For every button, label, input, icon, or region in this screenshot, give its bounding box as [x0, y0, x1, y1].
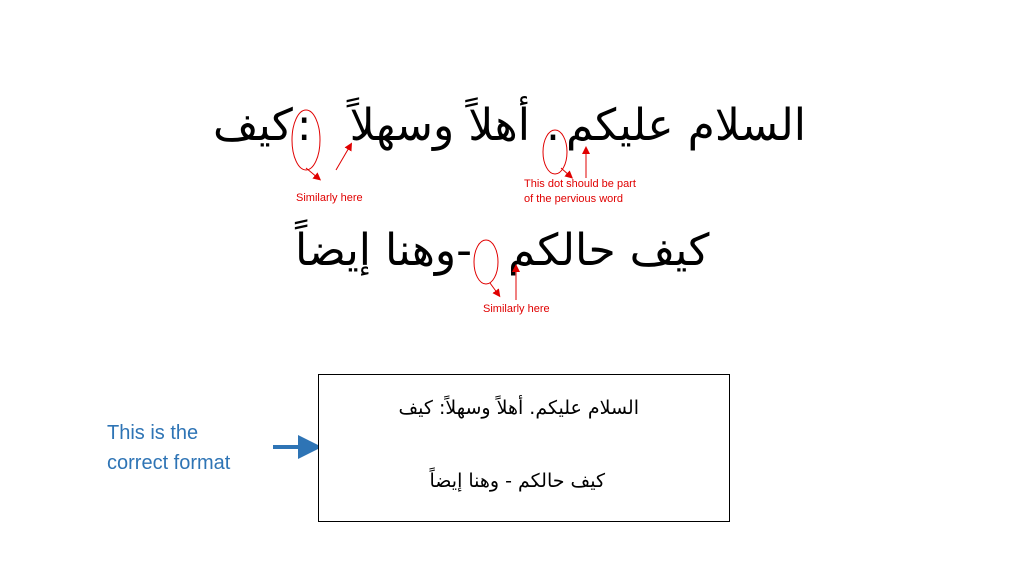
arrow-colon-down [306, 168, 318, 178]
note-dot-line2: of the pervious word [524, 193, 624, 205]
line1-salam: السلام عليكم [565, 100, 806, 151]
line2-kayf-halukum: كيف حالكم [508, 225, 710, 276]
correct-line-1: السلام عليكم. أهلاً وسهلاً: كيف [398, 397, 639, 419]
arabic-line-1 [213, 100, 813, 151]
line1-ahlan-wasahlan: أهلاً وسهلاً [349, 100, 530, 151]
correct-line-2: كيف حالكم - وهنا إيضاً [429, 470, 605, 492]
arabic-line-2 [295, 225, 745, 276]
callout-text [107, 418, 230, 478]
correct-format-box [318, 374, 730, 522]
line1-word-kayf: كيف [213, 100, 293, 151]
line1-colon: : [296, 100, 312, 151]
callout-line1: This is the [107, 422, 199, 444]
arrow-dot-down [561, 168, 570, 176]
line2-wahuna-aydan: وهنا إيضاً [295, 225, 457, 276]
note-dot [524, 177, 636, 207]
arrow-dash-down [490, 283, 498, 294]
note-similarly-2: Similarly here [483, 303, 550, 315]
note-dot-line1: This dot should be part [524, 178, 636, 190]
note-similarly-1: Similarly here [296, 192, 363, 204]
callout-line2: correct format [107, 452, 231, 474]
line2-dash: - [456, 225, 473, 276]
line1-dot: . [545, 100, 560, 151]
